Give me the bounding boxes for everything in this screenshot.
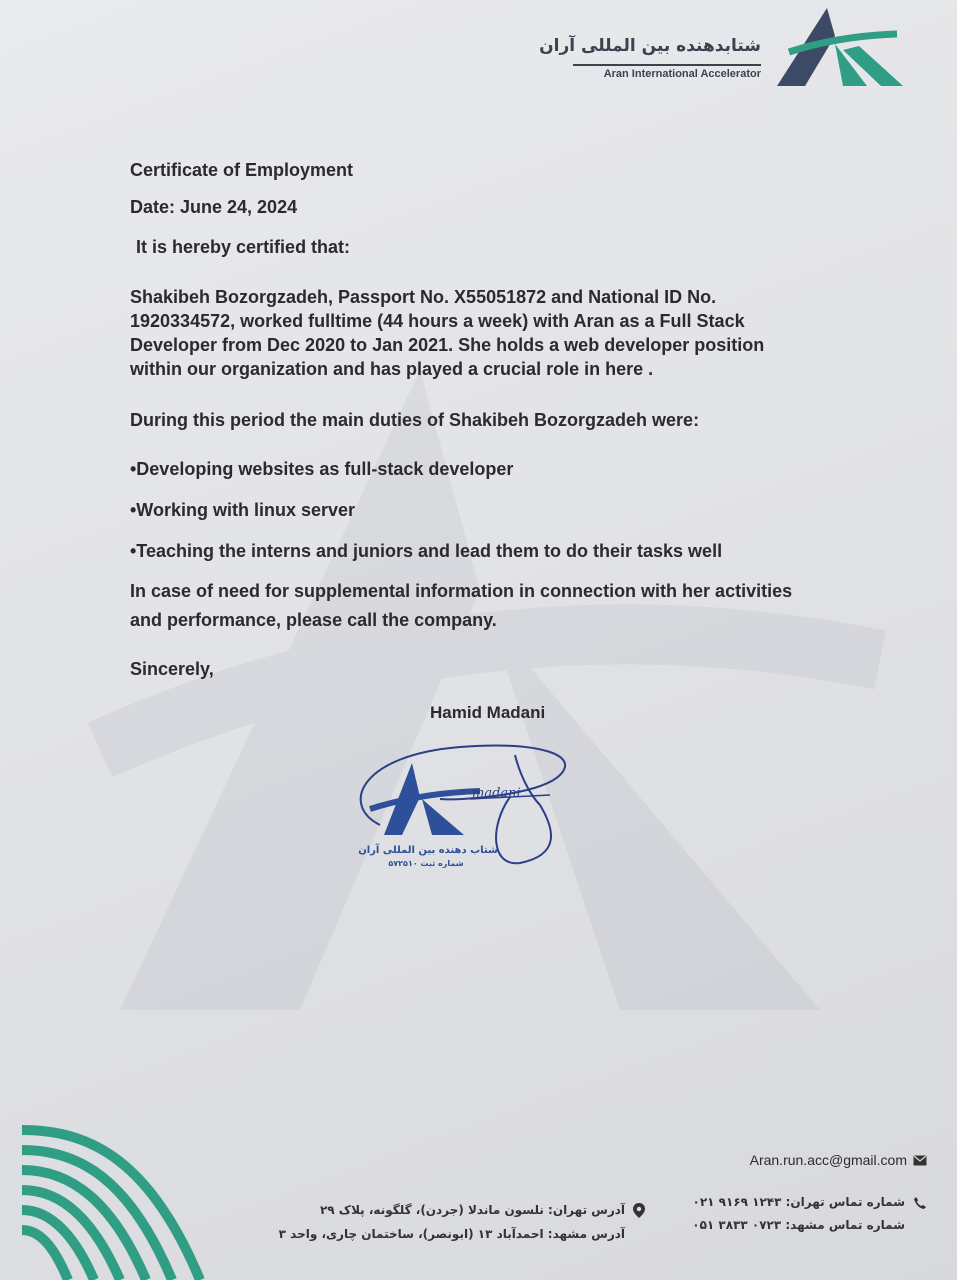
signature-text: madani <box>472 786 521 801</box>
signatory-name: Hamid Madani <box>430 703 546 722</box>
body-line: within our organization and has played a crucial role in here . <box>130 359 654 379</box>
body-line: Shakibeh Bozorgzadeh, Passport No. X55051872 and National ID No. <box>130 287 717 307</box>
duties-heading: During this period the main duties of Shakibeh Bozorgzadeh were: <box>130 410 700 430</box>
stamp-registration: شماره ثبت ۵۷۲۵۱۰ <box>388 859 464 868</box>
body-paragraph <box>130 285 820 381</box>
body-line: 1920334572, worked fulltime (44 hours a week) with Aran as a Full Stack <box>130 311 745 331</box>
footer-address-mashhad: آدرس مشهد: احمدآباد ۱۳ (ابونصر)، ساختمان چاری، واحد ۳ <box>278 1227 625 1241</box>
watermark-logo <box>60 330 900 1030</box>
intro-line: It is hereby certified that: <box>136 237 351 257</box>
signature-stamp <box>340 735 580 875</box>
footer-phone-mashhad: شماره تماس مشهد: ۰۷۲۳ ۳۸۳۳ ۰۵۱ <box>692 1218 905 1232</box>
company-name-fa: شتابدهنده بین المللی آران <box>539 36 761 56</box>
stamp-name-fa: شتاب دهنده بین المللی آران <box>358 845 498 856</box>
aran-logo-icon <box>769 6 909 88</box>
footer-email <box>750 1152 927 1168</box>
document-date: Date: June 24, 2024 <box>130 197 298 217</box>
duty-item: •Working with linux server <box>130 500 356 520</box>
location-pin-icon <box>633 1203 645 1218</box>
logo-divider <box>573 64 761 66</box>
duty-item: •Teaching the interns and juniors and lead them to do their tasks well <box>130 541 723 561</box>
salutation: Sincerely, <box>130 659 214 679</box>
envelope-icon <box>913 1155 927 1166</box>
body-line: Developer from Dec 2020 to Jan 2021. She holds a web developer position <box>130 335 765 355</box>
stamp-logo-icon <box>340 735 580 875</box>
phone-icon <box>913 1196 927 1210</box>
duty-item: •Developing websites as full-stack developer <box>130 459 514 479</box>
document-title: Certificate of Employment <box>130 160 354 180</box>
closing-line: In case of need for supplemental information in connection with her activities <box>130 581 793 601</box>
closing-line: and performance, please call the company. <box>130 610 497 630</box>
footer-email-text: Aran.run.acc@gmail.com <box>749 1152 907 1168</box>
footer-phone-tehran: شماره تماس تهران: ۱۲۴۳ ۹۱۶۹ ۰۲۱ <box>692 1195 905 1209</box>
closing-paragraph <box>130 577 850 635</box>
company-logo <box>539 6 909 86</box>
footer-stripes-decoration <box>0 1110 240 1280</box>
footer-address-tehran: آدرس تهران: نلسون ماندلا (جردن)، گلگونه، پلاک ۲۹ <box>319 1203 625 1217</box>
company-name-en: Aran International Accelerator <box>603 68 761 80</box>
